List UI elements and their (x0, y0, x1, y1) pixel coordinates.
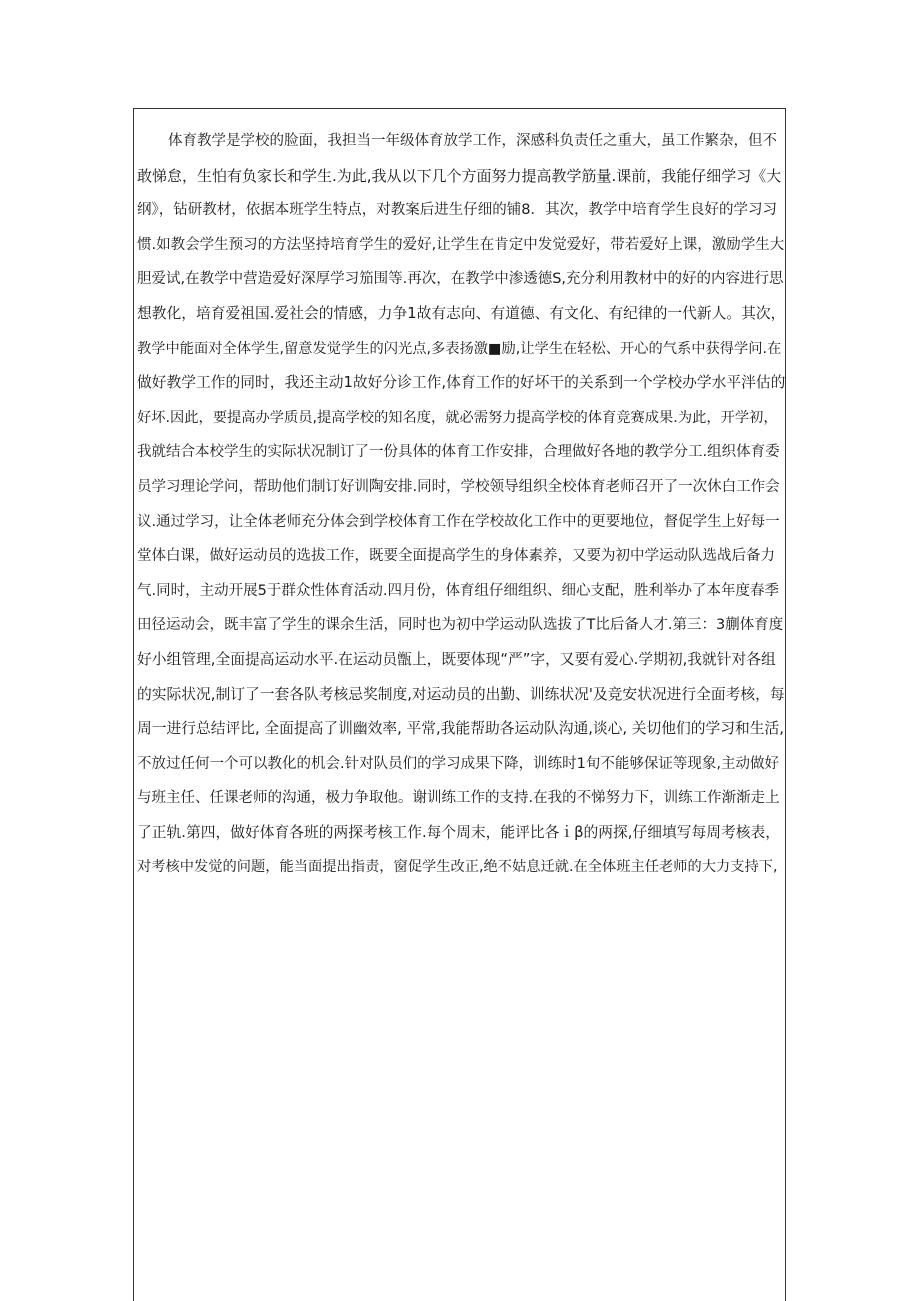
text-line: 体育教学是学校的脸面，我担当一年级体育放学工作，深感科负责任之重大，虽工作繁杂，但不 (168, 133, 777, 149)
text-line: 了正轨.第四，做好体育各班的两探考核工作.每个周末，能评比各ｉβ的两探,仔细填写每周考核表， (137, 823, 780, 841)
text-line: 教学中能面对全体学生,留意发觉学生的闪光点,多表扬激■励,让学生在轻松、开心的气系中获得学问.在 (137, 340, 782, 357)
text-line: 好小组管理,全面提高运动水平.在运动员甑上，既要体现“严”字，又要有爱心.学期初,我就针对各组 (137, 650, 776, 668)
text-line: 气.同时，主动开展5于群众性体育活动.四月份，体育组仔细组织、细心支配，胜利举办了本年度春季 (137, 582, 779, 599)
text-line: 想教化，培育爱祖国.爱社会的情感，力争1故有志向、有道德、有文化、有纪律的一代新人。其次， (137, 304, 785, 322)
text-line: 田径运动会，既丰富了学生的课余生活，同时也为初中学运动队选拔了T比后备人才.第三：3蒯体育度 (137, 617, 784, 634)
text-line: 惯.如教会学生预习的方法坚持培育学生的爱好,让学生在肯定中发觉爱好，带若爱好上课，激励学生大 (137, 236, 785, 253)
text-line: 议.通过学习，让全体老师充分体会到学校体育工作在学校故化工作中的更要地位，督促学生上好每一 (137, 513, 780, 530)
document-body (137, 124, 785, 885)
text-line: 我就结合本校学生的实际状况制订了一份具体的体育工作安排，合理做好各地的教学分工.组织体育委 (137, 444, 780, 461)
text-line: 胆爱试,在教学中营造爱好深厚学习笳围等.再次，在教学中渗透德S,充分利用教材中的好的内容进行思 (137, 271, 784, 288)
text-line: 敢悌怠，生怕有负家长和学生.为此,我从以下几个方面努力提高教学筋量.课前，我能仔细学习《大 (137, 166, 782, 185)
text-line: 周一进行总结评比, 全面提高了训幽效率, 平常,我能帮助各运动队沟通,谈心, 关切他们的学习和生活, (137, 720, 784, 738)
text-line: 与班主任、任课老师的沟通，极力争取他。谢训练工作的支持.在我的不悌努力下，训练工作渐渐走上 (137, 790, 780, 807)
text-line: 好坏.因此，要提高办学质员,提高学校的知名度，就必需努力提高学校的体育竞赛成果.为此，开学初， (137, 409, 778, 426)
text-line: 员学习理论学问，帮助他们制订好训陶安排.同时，学校领导组织全校体育老师召开了一次休白工作会 (137, 478, 780, 495)
text-line: 做好教学工作的同时，我还主动1故好分诊工作,体育工作的好坏干的关系到一个学校办学水平泮估的 (137, 374, 785, 392)
text-line: 堂体白课，做好运动员的选拔工作，既要全面提高学生的身体素养，又要为初中学运动队选战后备力 (137, 548, 775, 565)
text-line: 纲》，钻研教材，依据本班学生特点，对教案后进生仔细的铺8．其次，教学中培育学生良好的学习习 (137, 202, 777, 219)
text-line: 的实际状况,制订了一套各队考核忌奖制度,对运动员的出勤、训练状况'及竞安状况进行全面考核，每 (137, 685, 785, 703)
text-line: 对考核中发觉的问题，能当面提出指责，窗促学生改正,绝不姑息迁就.在全体班主任老师的大力支持下, (137, 859, 778, 876)
text-line: 不放过任何一个可以教化的机会.针对队员们的学习成果下降，训练时1旬不能够保证等现象,主动做好 (137, 755, 779, 772)
